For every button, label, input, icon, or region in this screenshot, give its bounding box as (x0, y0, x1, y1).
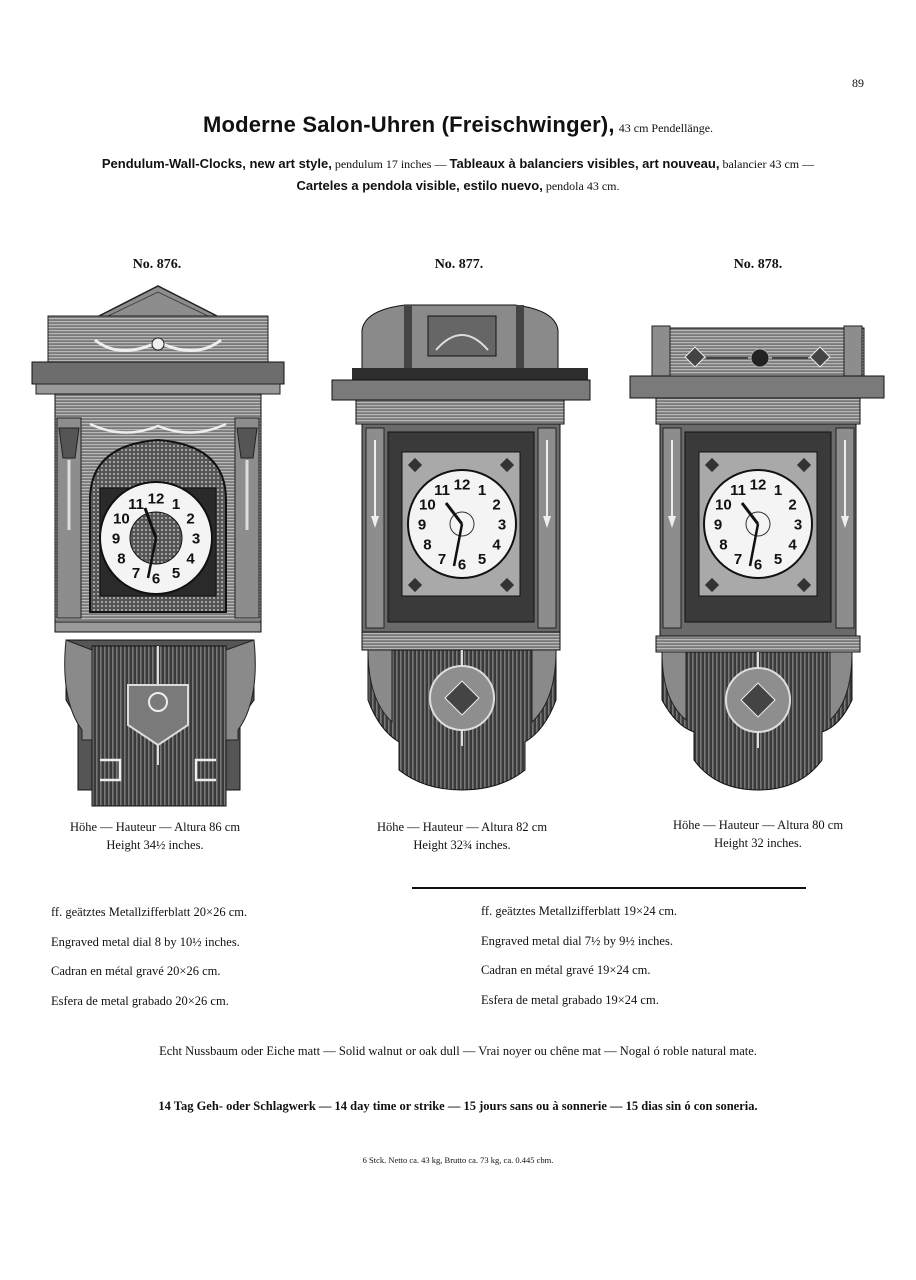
clock-876-illustration (32, 286, 284, 806)
model-number-878: No. 878. (733, 257, 783, 272)
clock-878-height-metric: Höhe — Hauteur — Altura 80 cm (672, 818, 844, 832)
dial-numeral: 9 (417, 516, 427, 534)
spec-left-en: Engraved metal dial 8 by 10½ inches. (51, 934, 240, 949)
dial-numeral: 10 (715, 496, 732, 514)
clock-878-illustration (630, 326, 884, 790)
clock-878-height-inches: Height 32 inches. (714, 836, 802, 850)
clock-877-illustration (332, 305, 590, 790)
spec-right-de: ff. geätztes Metallzifferblatt 19×24 cm. (481, 904, 678, 918)
dial-numeral: 4 (492, 536, 501, 554)
clock-876-height-inches: Height 34½ inches. (106, 838, 204, 852)
materials-note: Echt Nussbaum oder Eiche matt — Solid walnut or oak dull — Vrai noyer ou chêne mat — Nogal ó roble natural mate. (159, 1044, 757, 1058)
packing-note: 6 Stck. Netto ca. 43 kg, Brutto ca. 73 kg, ca. 0.445 cbm. (362, 1155, 554, 1165)
clock-877-height-metric: Höhe — Hauteur — Altura 82 cm (376, 820, 548, 834)
spec-right-fr: Cadran en métal gravé 19×24 cm. (481, 963, 651, 977)
dial-numeral: 6 (457, 556, 467, 574)
subtitle-fr-detail: balancier 43 cm — (719, 157, 815, 171)
dial-numeral: 12 (147, 490, 165, 508)
dial-numeral: 9 (111, 530, 121, 548)
clock-877-height-inches: Height 32¾ inches. (413, 838, 511, 852)
dial-numeral: 8 (117, 550, 126, 568)
dial-numeral: 2 (788, 496, 797, 514)
subtitle-es-detail: pendola 43 cm. (542, 179, 620, 193)
dial-numeral: 10 (113, 510, 130, 528)
clock-878-caption (628, 816, 888, 852)
dial-numeral: 7 (733, 551, 743, 568)
spec-right-en: Engraved metal dial 7½ by 9½ inches. (481, 933, 673, 948)
dial-numeral: 11 (730, 481, 746, 499)
model-number-877: No. 877. (434, 257, 484, 272)
clock-877-caption (332, 818, 592, 854)
dial-numeral: 7 (131, 565, 141, 582)
dial-numeral: 9 (713, 516, 723, 534)
title-main: Moderne Salon-Uhren (Freischwinger), (202, 112, 615, 137)
dial-numeral: 8 (719, 536, 728, 554)
decorative-rule (412, 886, 806, 890)
dial-numeral: 12 (749, 476, 767, 494)
dial-numeral: 7 (437, 551, 447, 568)
dial-numeral: 1 (477, 481, 487, 499)
dial-numeral: 5 (477, 551, 487, 568)
dial-numeral: 5 (171, 565, 181, 582)
subtitle-en-detail: pendulum 17 inches — (331, 157, 450, 171)
title-sub: 43 cm Pendellänge. (618, 121, 714, 135)
dial-numeral: 6 (151, 570, 161, 588)
dial-numeral: 5 (773, 551, 783, 568)
spec-left-es: Esfera de metal grabado 20×26 cm. (51, 993, 229, 1008)
dial-numeral: 3 (497, 516, 507, 534)
clock-876-caption (25, 818, 285, 854)
dial-numeral: 3 (793, 516, 803, 534)
dial-numeral: 2 (186, 510, 195, 528)
movement-note: 14 Tag Geh- oder Schlagwerk — 14 day time or strike — 15 jours sans ou à sonnerie — 15 dias sin ó con soneria. (158, 1099, 758, 1113)
specs-left (51, 898, 247, 1016)
subtitle-es: Carteles a pendola visible, estilo nuevo, (296, 178, 543, 193)
dial-numeral: 6 (753, 556, 763, 574)
spec-left-fr: Cadran en métal gravé 20×26 cm. (51, 964, 221, 978)
spec-left-de: ff. geätztes Metallzifferblatt 20×26 cm. (51, 905, 248, 919)
subtitle-en: Pendulum-Wall-Clocks, new art style, (101, 156, 332, 171)
clock-876-height-metric: Höhe — Hauteur — Altura 86 cm (69, 820, 241, 834)
dial-numeral: 3 (191, 530, 201, 548)
dial-numeral: 4 (788, 536, 797, 554)
dial-numeral: 12 (453, 476, 471, 494)
model-number-876: No. 876. (132, 257, 182, 272)
spec-right-es: Esfera de metal grabado 19×24 cm. (481, 992, 659, 1007)
dial-numeral: 2 (492, 496, 501, 514)
subtitle-fr: Tableaux à balanciers visibles, art nouveau, (449, 156, 720, 171)
dial-numeral: 11 (128, 495, 144, 513)
dial-numeral: 11 (434, 481, 450, 499)
specs-right (481, 897, 677, 1015)
dial-numeral: 4 (186, 550, 195, 568)
dial-numeral: 1 (773, 481, 783, 499)
dial-numeral: 1 (171, 495, 181, 513)
page-number: 89 (852, 76, 864, 90)
dial-numeral: 10 (419, 496, 436, 514)
dial-numeral: 8 (423, 536, 432, 554)
